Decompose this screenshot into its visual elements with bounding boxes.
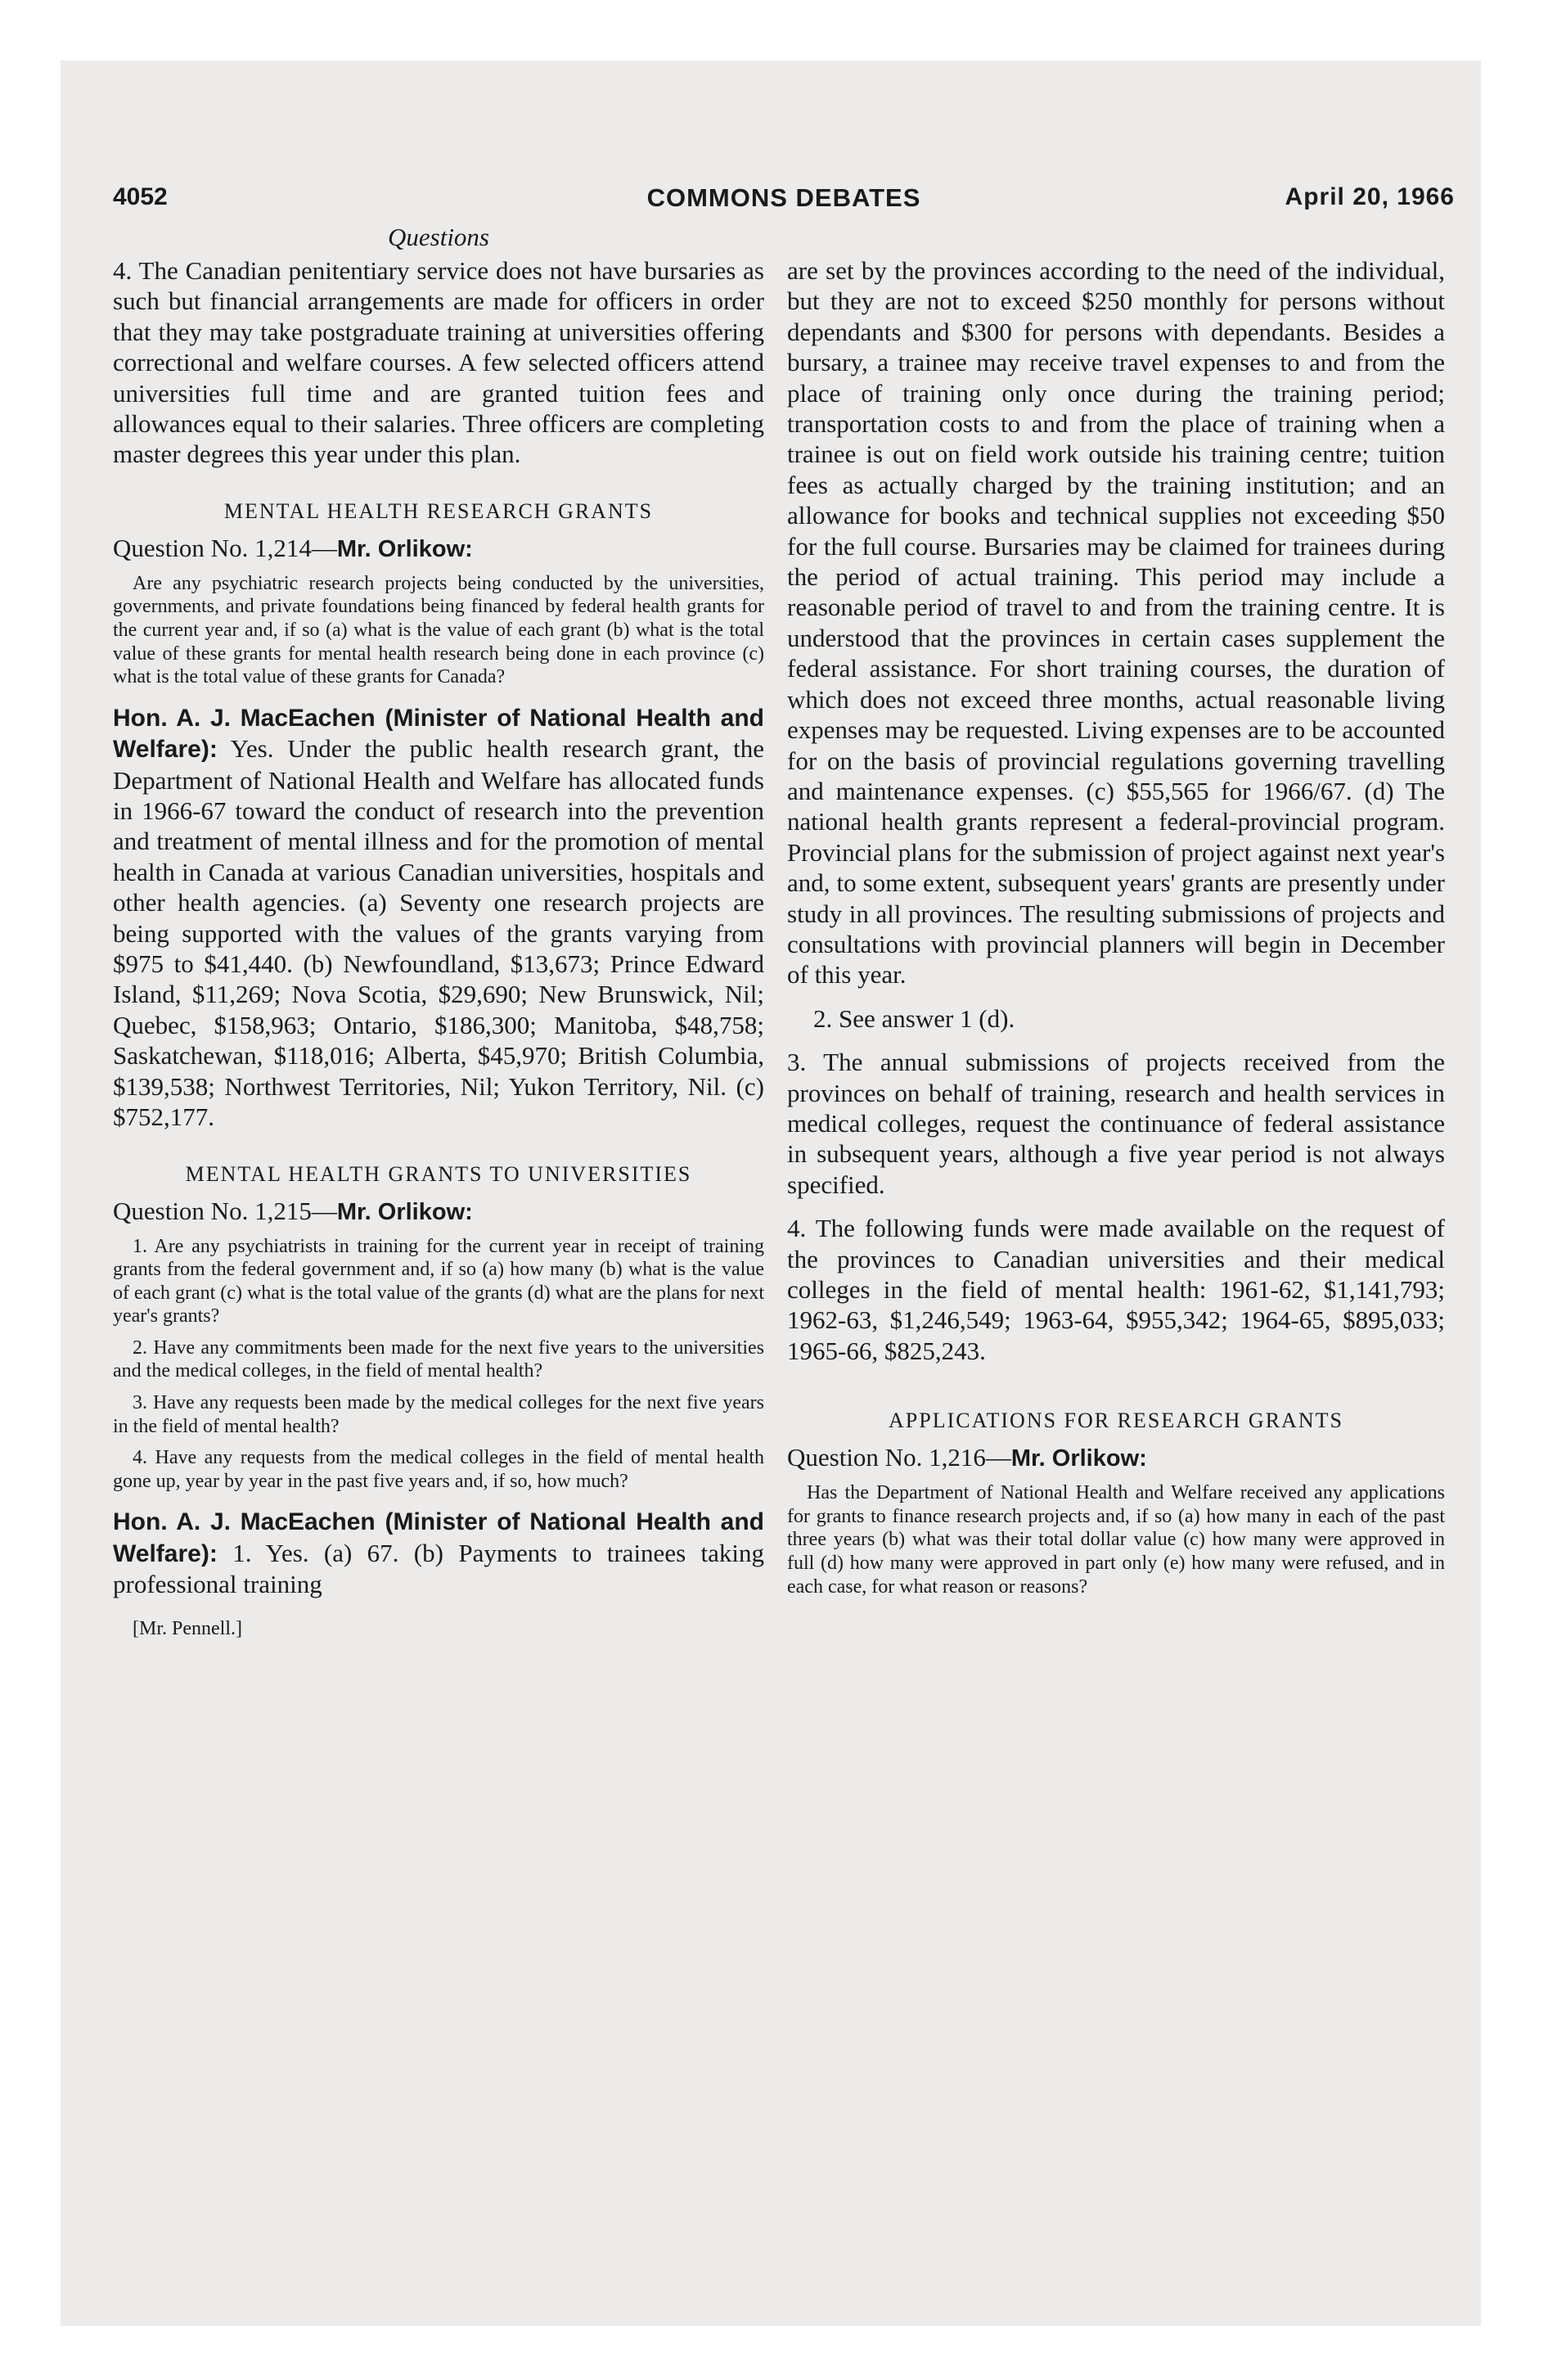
- speaker-reference: [Mr. Pennell.]: [133, 1617, 242, 1639]
- left-column: [113, 223, 764, 1640]
- question-text: Are any psychiatric research projects being conducted by the universities, governments, and private foundations being financed by federal health grants for the current year and, if so (a) what is the value of each grant (b) what is the total value of these grants for mental health research being done in each province (c) what is the total value of these grants for Canada?: [113, 572, 764, 688]
- answer-paragraph: 4. The Canadian penitentiary service does not have bursaries as such but financial arrangements are made for officers in order that they may take postgraduate training at universities offering correctional and welfare courses. A few selected officers attend universities full time and are granted tuition fees and allowances equal to their salaries. Three officers are completing master degrees this year under this plan.: [113, 256, 764, 469]
- answer-paragraph: 4. The following funds were made available on the request of the provinces to Canadian universities and their medical colleges in the field of mental health: 1961-62, $1,141,793; 1962-63, $1,246,549; 1963-64, $955,342; 1964-65, $895,033; 1965-66, $825,243.: [787, 1214, 1445, 1365]
- section-heading: MENTAL HEALTH GRANTS TO UNIVERSITIES: [185, 1161, 692, 1186]
- answer-paragraph: [113, 1506, 764, 1599]
- answer-text: Yes. Under the public health research grant, the Department of National Health and Welfare has allocated funds in 1966-67 toward the conduct of research into the prevention and treatment of mental illness and for the promotion of mental health in Canada at various Canadian universities, hospitals and other health agencies. (a) Seventy one research projects are being supported with the values of the grants varying from $975 to $41,440. (b) Newfoundland, $13,673; Prince Edward Island, $11,269; Nova Scotia, $29,690; New Brunswick, Nil; Quebec, $158,963; Ontario, $186,300; Manitoba, $48,758; Saskatchewan, $118,016; Alberta, $45,970; British Columbia, $139,538; Northwest Territories, Nil; Yukon Territory, Nil. (c) $752,177.: [113, 734, 764, 1132]
- question-item: 1. Are any psychiatrists in training for the current year in receipt of training grants from the federal government and, if so (a) how many (b) what is the value of each grant (c) what is the total value of the grants (d) what are the plans for next year's grants?: [113, 1235, 764, 1327]
- speaker-name: Hon. A. J. MacEachen (Minister of National Health and Welfare):: [113, 704, 764, 764]
- answer-continuation: are set by the provinces according to the need of the individual, but they are not to exceed $250 monthly for persons without dependants and $300 for persons with dependants. Besides a bursary, a trainee may receive travel expenses to and from the place of training only once during the training period; transportation costs to and from the place of training when a trainee is out on field work outside his training centre; tuition fees as actually charged by the training institution; and an allowance for books and technical supplies not exceeding $50 for the full course. Bursaries may be claimed for trainees during the period of actual training. This period may include a reasonable period of travel to and from the training centre. It is understood that the provinces in certain cases supplement the federal assistance. For short training courses, the duration of which does not exceed three months, actual reasonable living expenses may be requested. Living expenses are to be accounted for on the basis of provincial regulations governing travelling and maintenance expenses. (c) $55,565 for 1966/67. (d) The national health grants represent a federal-provincial program. Provincial plans for the submission of project against next year's and, to some extent, subsequent years' grants are presently under study in all provinces. The resulting submissions of projects and consultations with provincial planners will begin in December of this year.: [787, 256, 1445, 989]
- publication-title: COMMONS DEBATES: [646, 183, 921, 212]
- page-number: 4052: [113, 183, 168, 210]
- section-heading: MENTAL HEALTH RESEARCH GRANTS: [223, 498, 654, 523]
- answer-paragraph: 3. The annual submissions of projects received from the provinces on behalf of training, research and health services in medical colleges, request the continuance of federal assistance in subsequent years, although a five year period is not always specified.: [787, 1048, 1445, 1199]
- question-text: Has the Department of National Health and Welfare received any applications for grants to finance research projects and, if so (a) how many in each of the past three years (b) what was their total dollar value (c) how many were approved in full (d) how many were approved in part only (e) how many were refused, and in each case, for what reason or reasons?: [787, 1482, 1445, 1598]
- question-item: 3. Have any requests been made by the medical colleges for the next five years in the field of mental health?: [113, 1392, 764, 1437]
- question-item: 4. Have any requests from the medical colleges in the field of mental health gone up, year by year in the past five years and, if so, how much?: [113, 1447, 764, 1492]
- question-prefix: Question No. 1,215—: [113, 1196, 337, 1225]
- question-number: [113, 1197, 764, 1227]
- answer-paragraph: 2. See answer 1 (d).: [813, 1003, 1015, 1033]
- right-column: [787, 255, 1445, 1598]
- section-heading: APPLICATIONS FOR RESEARCH GRANTS: [889, 1409, 1343, 1433]
- question-number: [113, 534, 764, 564]
- speaker-name: Hon. A. J. MacEachen (Minister of National Health and Welfare):: [113, 1508, 764, 1567]
- section-label: Questions: [388, 223, 489, 251]
- answer-text: 1. Yes. (a) 67. (b) Payments to trainees taking professional training: [113, 1538, 764, 1599]
- question-prefix: Question No. 1,214—: [113, 533, 337, 562]
- question-number: [787, 1443, 1445, 1473]
- page-header: [113, 183, 1455, 216]
- publication-date: April 20, 1966: [1285, 183, 1455, 210]
- question-member: Mr. Orlikow:: [1010, 1445, 1147, 1472]
- question-prefix: Question No. 1,216—: [787, 1443, 1011, 1472]
- question-item: 2. Have any commitments been made for the next five years to the universities and the medical colleges, in the field of mental health?: [113, 1336, 764, 1382]
- question-member: Mr. Orlikow:: [336, 535, 473, 562]
- answer-paragraph: [113, 702, 764, 1133]
- question-member: Mr. Orlikow:: [336, 1198, 473, 1225]
